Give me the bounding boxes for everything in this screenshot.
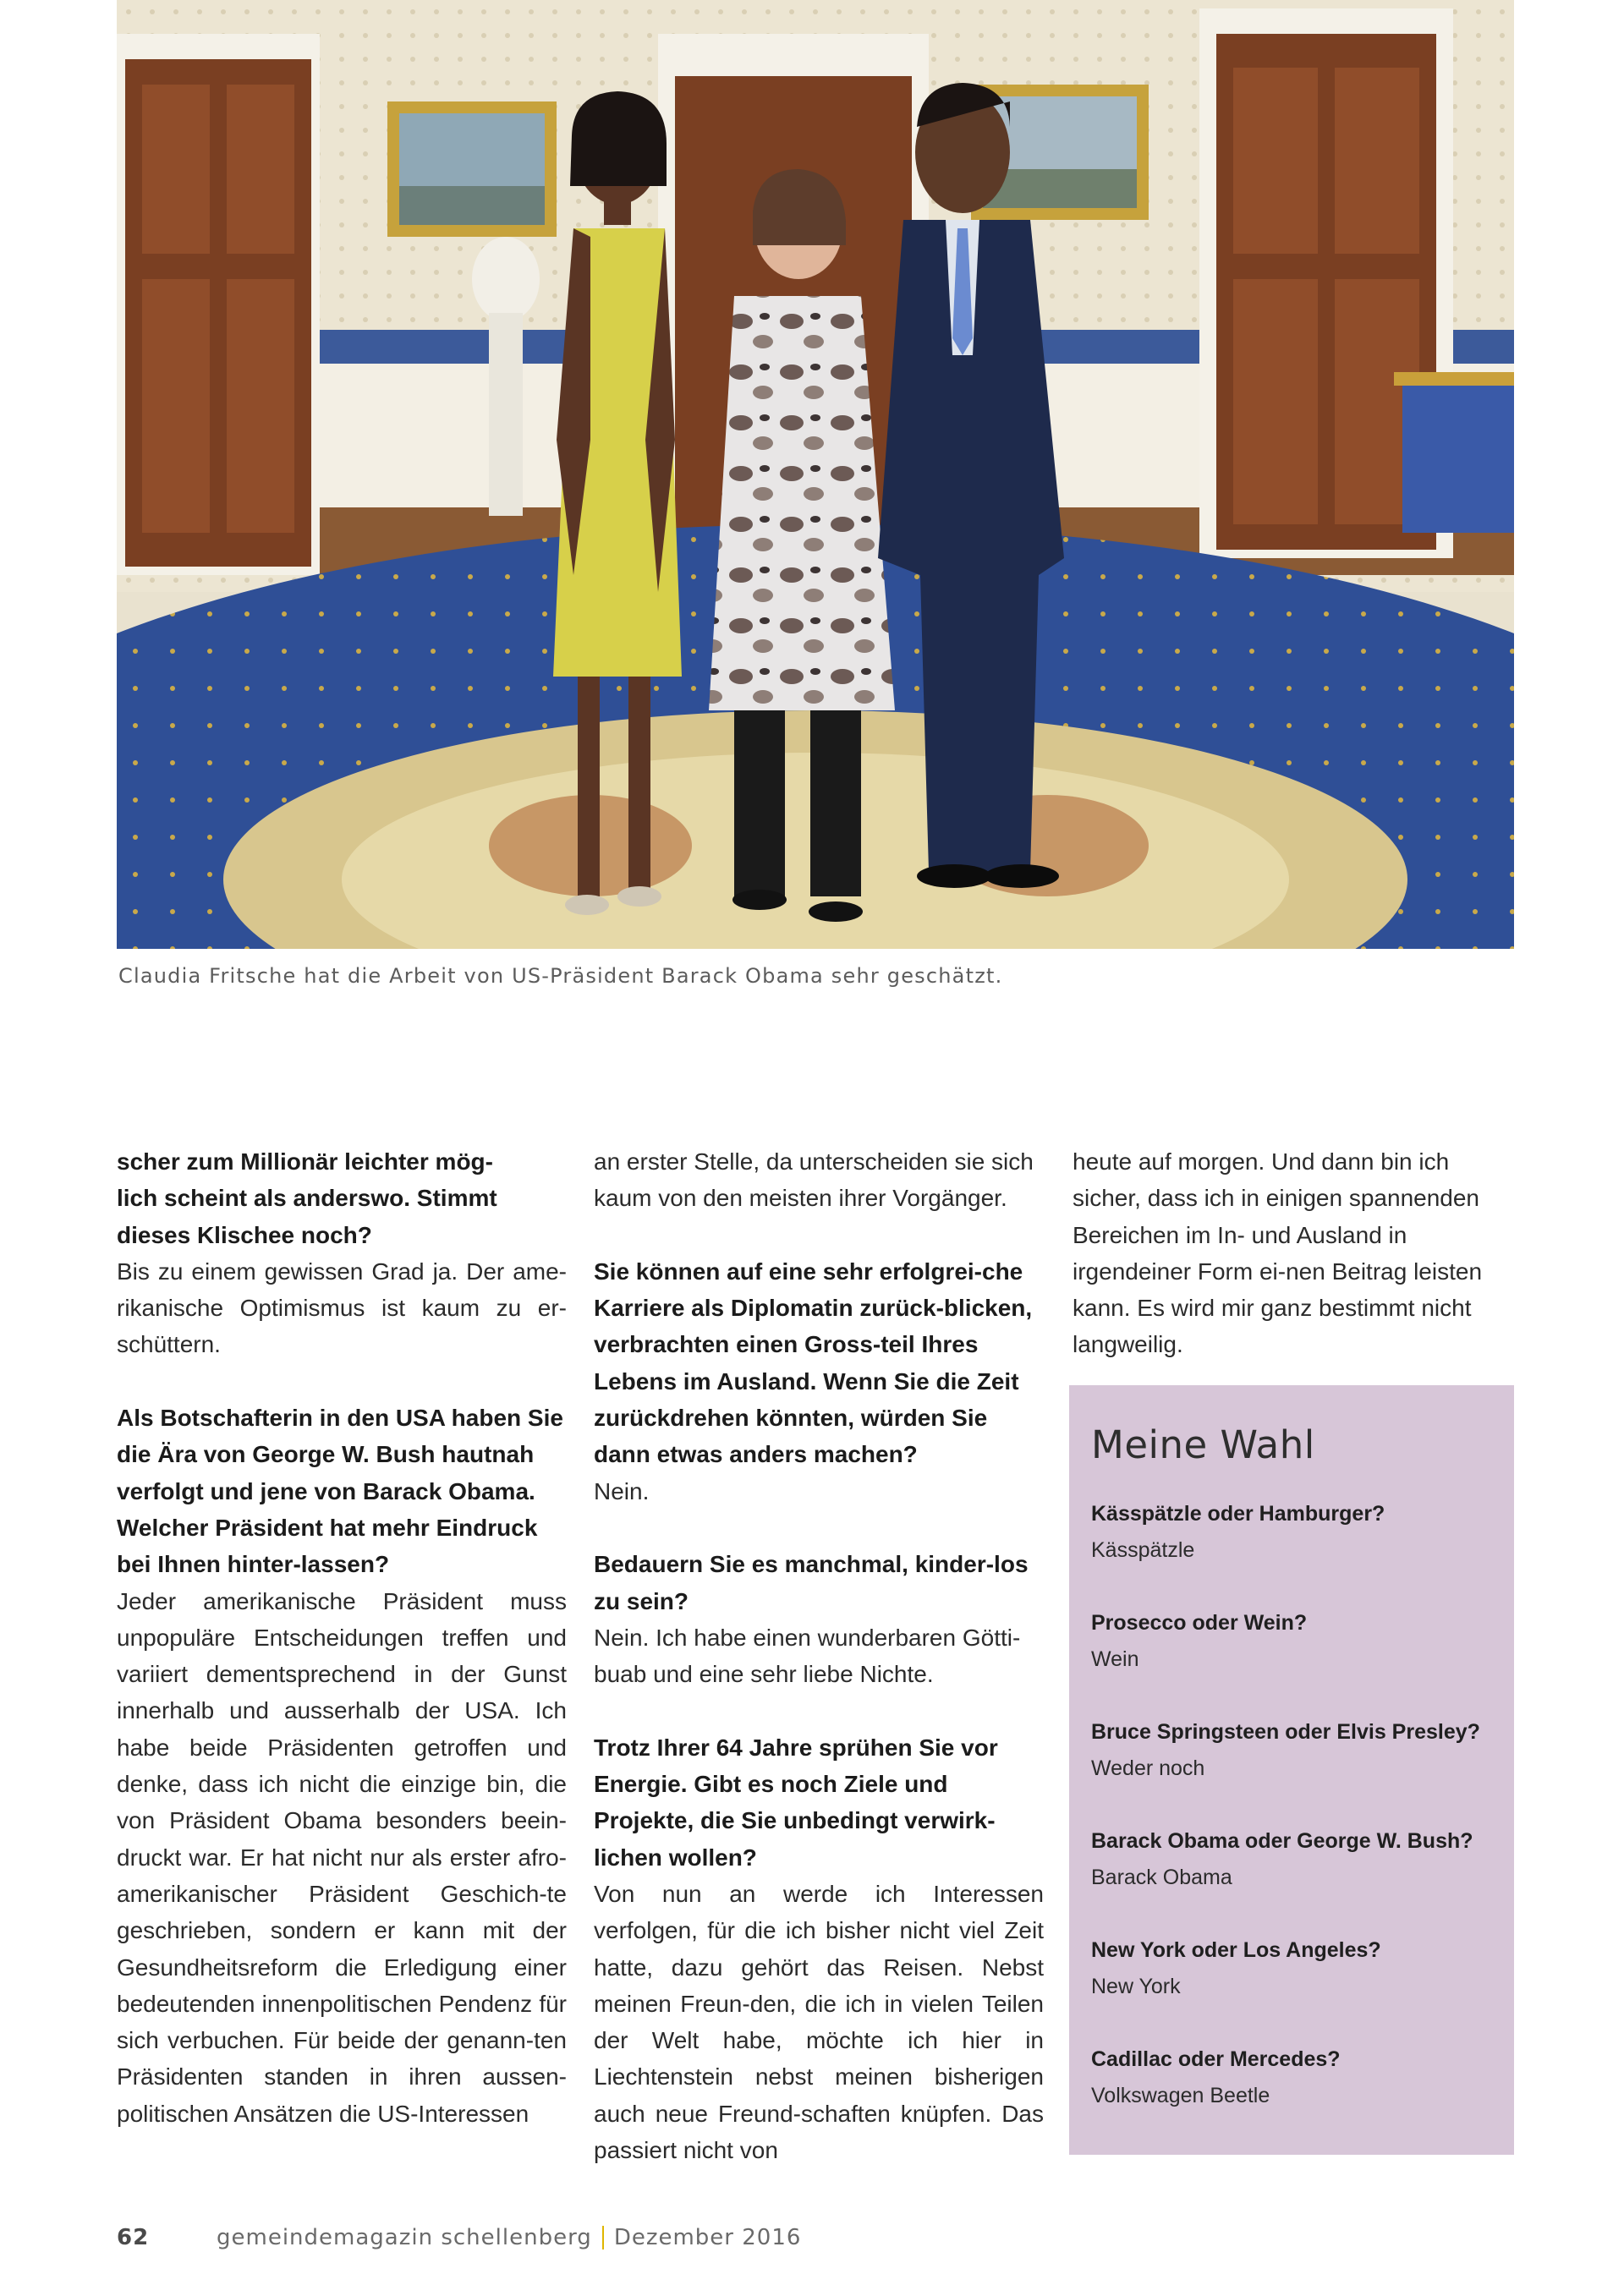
choice-item — [1091, 1932, 1492, 2005]
issue-date: Dezember 2016 — [613, 2225, 802, 2250]
paragraph-gap — [594, 1510, 1044, 1546]
choice-answer: Barack Obama — [1091, 1866, 1232, 1889]
choice-item — [1091, 2041, 1492, 2114]
page-footer — [117, 2221, 801, 2255]
question-1-line-1: scher zum Millionär leichter mög- — [117, 1148, 493, 1175]
article-photo — [117, 0, 1514, 949]
choice-question: Barack Obama oder George W. Bush? — [1091, 1829, 1473, 1853]
choice-item — [1091, 1714, 1492, 1787]
choice-answer: New York — [1091, 1975, 1181, 1998]
answer-4: Nein. Ich habe einen wunderbaren Götti-buab und eine sehr liebe Nichte. — [594, 1624, 1021, 1688]
photo-illustration — [117, 0, 1514, 949]
paragraph-gap — [594, 1692, 1044, 1729]
answer-3: Nein. — [594, 1477, 650, 1504]
publication-name: gemeindemagazin schellenberg — [217, 2225, 592, 2250]
question-5: Trotz Ihrer 64 Jahre sprühen Sie vor Energie. Gibt es noch Ziele und Projekte, die Sie unbedingt verwirk-lichen wollen? — [594, 1734, 998, 1871]
answer-2-continued: an erster Stelle, da unterscheiden sie sich kaum von den meisten ihrer Vorgänger. — [594, 1148, 1034, 1212]
answer-5: Von nun an werde ich Interessen verfolgen, für die ich bisher nicht viel Zeit hatte, dazu gehört das Reisen. Nebst meinen Freun-den, die ich in vielen Teilen der Welt habe, möchte ich hier in Liechtenstein nebst meinen bisherigen auch neue Freund-schaften knüpfen. Das passiert nicht von — [594, 1880, 1044, 2164]
choice-question: Bruce Springsteen oder Elvis Presley? — [1091, 1720, 1480, 1744]
paragraph-gap — [117, 1363, 567, 1400]
choice-answer: Wein — [1091, 1647, 1139, 1671]
question-1-line-2: lich scheint als anderswo. Stimmt — [117, 1185, 497, 1212]
question-3: Sie können auf eine sehr erfolgrei-che Karriere als Diplomatin zurück-blicken, verbrachten einen Gross-teil Ihres Lebens im Ausland. Wenn Sie die Zeit zurückdrehen könnten, würden Sie dann etwas anders machen? — [594, 1258, 1033, 1468]
page-number: 62 — [117, 2225, 150, 2250]
choice-item — [1091, 1605, 1492, 1678]
sidebar-title: Meine Wahl — [1091, 1422, 1315, 1467]
choice-question: Prosecco oder Wein? — [1091, 1611, 1308, 1635]
choice-item — [1091, 1823, 1492, 1896]
question-1-line-3: dieses Klischee noch? — [117, 1221, 372, 1248]
choice-item — [1091, 1496, 1492, 1569]
photo-caption: Claudia Fritsche hat die Arbeit von US-Präsident Barack Obama sehr geschätzt. — [118, 964, 1003, 988]
answer-2: Jeder amerikanische Präsident muss unpopuläre Entscheidungen treffen und variiert dementsprechend in der Gunst innerhalb und ausserhalb der USA. Ich habe beide Präsidenten getroffen und denke, dass ich nicht die einzige bin, die von Präsident Obama besonders beein-druckt war. Er hat nicht nur als erster afro-amerikanischer Präsident Geschich-te geschrieben, sondern er kann mit der Gesundheitsreform die Erledigung einer bedeutenden innenpolitischen Pendenz für sich verbuchen. Für beide der genann-ten Präsidenten standen in ihren aussen-politischen Ansätzen die US-Interessen — [117, 1587, 567, 2127]
article-column-2 — [594, 1143, 1044, 2168]
answer-5-continued: heute auf morgen. Und dann bin ich sicher, dass ich in einigen spannenden Bereichen im In- und Ausland in irgendeiner Form ei-nen Beitrag leisten kann. Es wird mir ganz bestimmt nicht langweilig. — [1073, 1148, 1483, 1358]
article-column-1 — [117, 1143, 567, 2132]
article-column-3 — [1073, 1143, 1522, 1363]
choice-question: Kässpätzle oder Hamburger? — [1091, 1502, 1385, 1526]
question-4: Bedauern Sie es manchmal, kinder-los zu sein? — [594, 1551, 1029, 1614]
question-2: Als Botschafterin in den USA haben Sie die Ära von George W. Bush hautnah verfolgt und jene von Barack Obama. Welcher Präsident hat mehr Eindruck bei Ihnen hinter-lassen? — [117, 1405, 563, 1578]
choice-answer: Kässpätzle — [1091, 1538, 1195, 1562]
choice-question: New York oder Los Angeles? — [1091, 1938, 1381, 1962]
footer-separator — [602, 2226, 604, 2249]
meine-wahl-box — [1069, 1385, 1514, 2155]
choice-answer: Weder noch — [1091, 1756, 1205, 1780]
paragraph-gap — [594, 1217, 1044, 1253]
choice-answer: Volkswagen Beetle — [1091, 2084, 1270, 2107]
choice-question: Cadillac oder Mercedes? — [1091, 2047, 1341, 2071]
answer-1: Bis zu einem gewissen Grad ja. Der ame-rikanische Optimismus ist kaum zu er-schüttern. — [117, 1258, 567, 1358]
